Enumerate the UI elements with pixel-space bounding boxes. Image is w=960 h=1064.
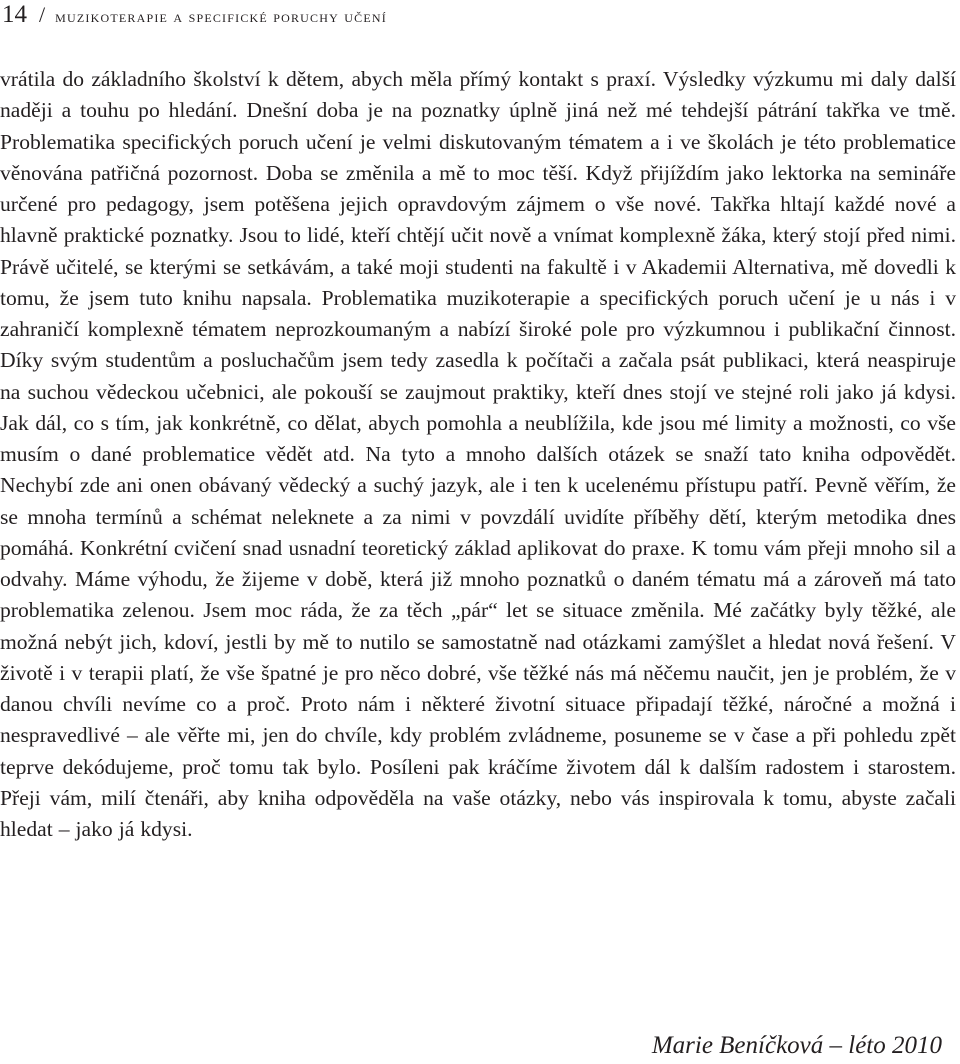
author-signature: Marie Beníčková – léto 2010 <box>651 1032 942 1059</box>
page-number: 14 <box>2 1 27 28</box>
header-separator: / <box>39 2 46 27</box>
body-paragraph: vrátila do základního školství k dětem, abych měla přímý kontakt s praxí. Výsledky výzkumu mi daly další naději a touhu po hledání. Dnešní doba je na poznatky úplně jiná než mé tehdejší pátrání takřka ve tmě. Problematika specifických poruch učení je velmi diskutovaným tématem a i ve školách je této problematice věnována patřičná pozornost. Doba se změnila a mě to moc těší. Když přijíždím jako lektorka na semináře určené pro pedagogy, jsem potěšena jejich opravdovým zájmem o vše nové. Takřka hltají každé nové a hlavně praktické poznatky. Jsou to lidé, kteří chtějí učit nově a vnímat komplexně žáka, který stojí před nimi. Právě učitelé, se kterými se setkávám, a také moji studenti na fakultě i v Akademii Alternativa, mě dovedli k tomu, že jsem tuto knihu napsala. Problematika muzikoterapie a specifických poruch učení je u nás i v zahraničí komplexně tématem neprozkoumaným a nabízí široké pole pro výzkumnou i publikační činnost. Díky svým studentům a posluchačům jsem tedy zasedla k počítači a začala psát publikaci, která neaspiruje na suchou vědeckou učebnici, ale pokouší se zaujmout praktiky, kteří dnes stojí ve stejné roli jako já kdysi. Jak dál, co s tím, jak konkrétně, co dělat, abych pomohla a neublížila, kde jsou mé limity a možnosti, co vše musím o dané problematice vědět atd. Na tyto a mnoho dalších otázek se snaží tato kniha odpovědět. Nechybí zde ani onen obávaný vědecký a suchý jazyk, ale i ten k ucelenému přístupu patří. Pevně věřím, že se mnoha termínů a schémat neleknete a za nimi v povzdálí uvidíte příběhy dětí, kterým metodika dnes pomáhá. Konkrétní cvičení snad usnadní teoretický základ aplikovat do praxe. K tomu vám přeji mnoho sil a odvahy. Máme výhodu, že žijeme v době, která již mnoho poznatků o daném tématu má a zároveň má tato problematika zelenou. Jsem moc ráda, že za těch „pár“ let se situace změnila. Mé začátky byly těžké, ale možná nebýt jich, kdoví, jestli by mě to nutilo se samostatně nad otázkami zamýšlet a hledat nová řešení. V životě i v terapii platí, že vše špatné je pro něco dobré, vše těžké nás má něčemu naučit, jen je problém, že v danou chvíli nevíme co a proč. Proto nám i některé životní situace připadají těžké, náročné a možná i nespravedlivé – ale věřte mi, jen do chvíle, kdy problém zvládneme, posuneme se v čase a při pohledu zpět teprve dekódujeme, proč tomu tak bylo. Posíleni pak kráčíme životem dál k dalším radostem i starostem. Přeji vám, milí čtenáři, aby kniha odpověděla na vaše otázky, nebo vás inspirovala k tomu, abyste začali hledat – jako já kdysi. <box>0 67 956 841</box>
running-header <box>2 0 387 36</box>
chapter-title: muzikoterapie a specifické poruchy učení <box>55 7 387 26</box>
